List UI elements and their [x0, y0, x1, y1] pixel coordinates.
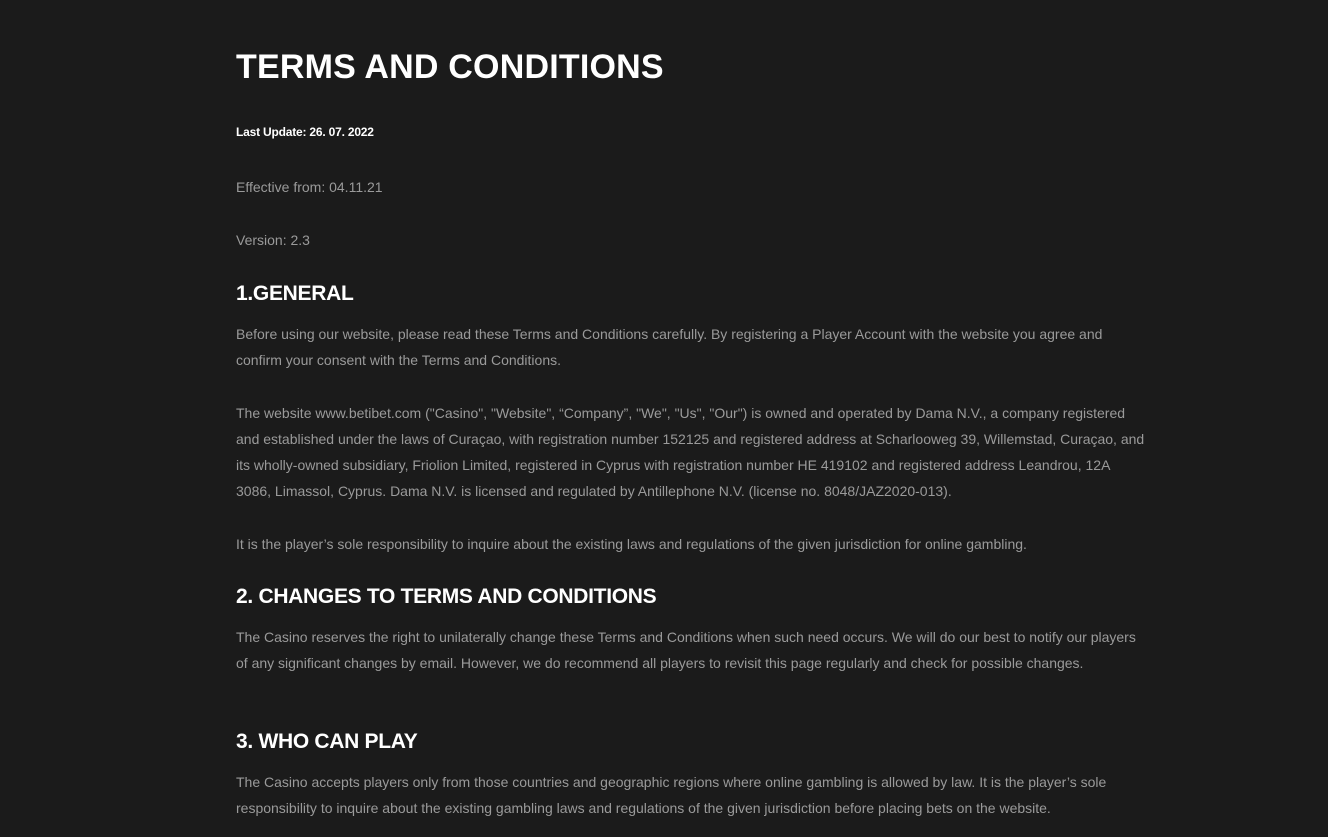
page-title: TERMS AND CONDITIONS: [236, 48, 664, 86]
section-heading-general: 1.GENERAL: [236, 282, 354, 305]
version-label: Version: 2.3: [236, 232, 310, 248]
section-changes-paragraph-1: The Casino reserves the right to unilaterally change these Terms and Conditions when such need occurs. We will do our best to notify our players of any significant changes by email. However, we do recommend all players to revisit this page regularly and check for possible changes.: [236, 629, 1136, 671]
section-general-paragraph-3: It is the player’s sole responsibility to inquire about the existing laws and regulations of the given jurisdiction for online gambling.: [236, 536, 1027, 552]
section-general-paragraph-2: The website www.betibet.com ("Casino", "Website", “Company”, "We", "Us", "Our") is owned and operated by Dama N.V., a company registered and established under the laws of Curaçao, with registration number 152125 and registered address at Scharlooweg 39, Willemstad, Curaçao, and its wholly-owned subsidiary, Friolion Limited, registered in Cyprus with registration number HE 419102 and registered address Leandrou, 12A 3086, Limassol, Cyprus. Dama N.V. is licensed and regulated by Antillephone N.V. (license no. 8048/JAZ2020-013).: [236, 405, 1145, 499]
last-update-date: Last Update: 26. 07. 2022: [236, 125, 374, 139]
effective-from-date: Effective from: 04.11.21: [236, 179, 383, 195]
section-who-can-play-paragraph-1: The Casino accepts players only from those countries and geographic regions where online gambling is allowed by law. It is the player’s sole responsibility to inquire about the existing gambling laws and regulations of the given jurisdiction before placing bets on the website.: [236, 774, 1107, 816]
section-heading-changes: 2. CHANGES TO TERMS AND CONDITIONS: [236, 585, 657, 608]
section-general-paragraph-1: Before using our website, please read these Terms and Conditions carefully. By registering a Player Account with the website you agree and confirm your consent with the Terms and Conditions.: [236, 326, 1103, 368]
section-heading-who-can-play: 3. WHO CAN PLAY: [236, 730, 418, 753]
